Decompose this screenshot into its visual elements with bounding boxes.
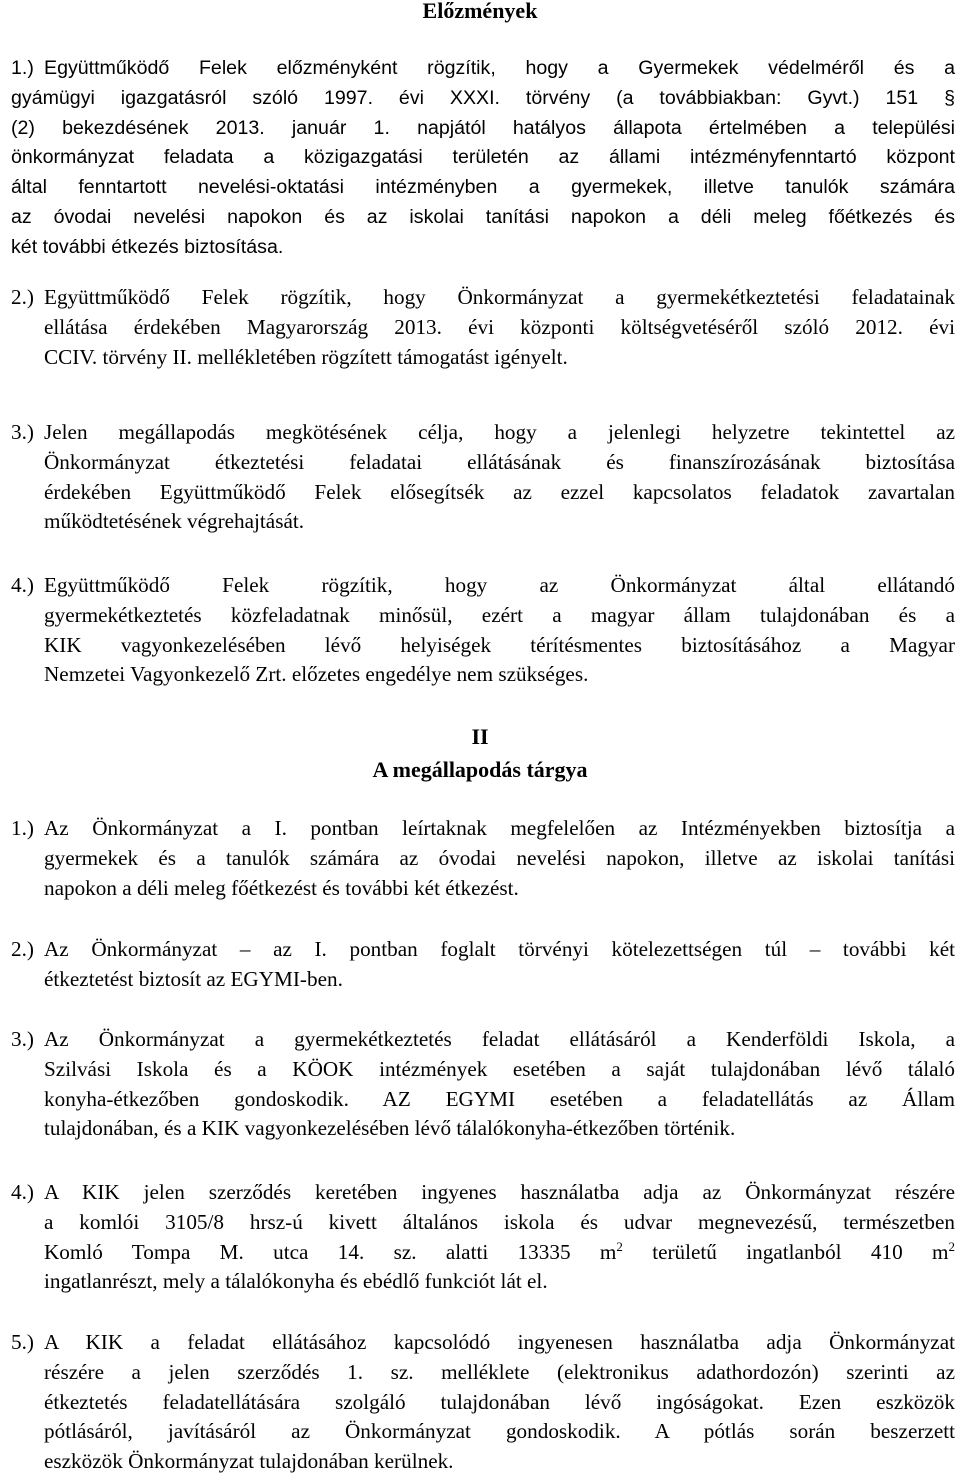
paragraph-line: 2.) Együttműködő Felek rögzítik, hogy Önkormányzat a gyermekétkeztetési feladatainak (11, 283, 955, 313)
elozmenyek-paragraph-2 (11, 283, 955, 372)
section-heading-numeral: II (471, 724, 489, 749)
paragraph-line: étkeztetést biztosít az EGYMI-ben. (44, 966, 343, 991)
paragraph-line: Komló Tompa M. utca 14. sz. alatti 13335 $m^2$ területű ingatlanból 410 $m^2$ (44, 1238, 955, 1264)
paragraph-number: 3.) (11, 1027, 34, 1051)
paragraph-line: 3.) Az Önkormányzat a gyermekétkeztetés feladat ellátásáról a Kenderföldi Iskola, a (11, 1025, 955, 1055)
paragraph-line: 5.) A KIK a feladat ellátásához kapcsolódó ingyenesen használatba adja Önkormányzat (11, 1328, 955, 1358)
paragraph-line: 4.) Együttműködő Felek rögzítik, hogy az Önkormányzat által ellátandó (11, 571, 955, 601)
paragraph-line: 1.) Az Önkormányzat a I. pontban leírtaknak megfelelően az Intézményekben biztosítja a (11, 814, 955, 844)
targy-paragraph-3 (11, 1025, 955, 1144)
paragraph-line: 4.) A KIK jelen szerződés keretében ingyenes használatba adja az Önkormányzat részére (11, 1178, 955, 1208)
paragraph-line: részére a jelen szerződés 1. sz. melléklete (elektronikus adathordozón) szerinti az (44, 1359, 955, 1384)
paragraph-line: érdekében Együttműködő Felek elősegítsék az ezzel kapcsolatos feladatok zavartalan (44, 479, 955, 504)
paragraph-number: 4.) (11, 573, 34, 597)
paragraph-number: 5.) (11, 1330, 34, 1354)
paragraph-line: gyermekek és a tanulók számára az óvodai nevelési napokon, illetve az iskolai tanítási (44, 845, 955, 870)
targy-paragraph-5 (11, 1328, 955, 1477)
paragraph-line: két további étkezés biztosítása. (11, 235, 284, 258)
paragraph-number: 2.) (11, 937, 34, 961)
paragraph-line: gyámügyi igazgatásról szóló 1997. évi XXXI. törvény (a továbbiakban: Gyvt.) 151 § (11, 86, 955, 109)
paragraph-line: 1.) Együttműködő Felek előzményként rögzítik, hogy a Gyermekek védelméről és a (11, 54, 955, 84)
section-heading-elozmenyek: Előzmények (422, 0, 538, 23)
targy-paragraph-1 (11, 814, 955, 903)
paragraph-line: Szilvási Iskola és a KÖOK intézmények esetében a saját tulajdonában lévő tálaló (44, 1056, 955, 1081)
paragraph-line: (2) bekezdésének 2013. január 1. napjától hatályos állapota értelmében a települési (11, 116, 955, 139)
paragraph-line: 2.) Az Önkormányzat – az I. pontban foglalt törvényi kötelezettségen túl – további két (11, 935, 955, 965)
paragraph-line: 3.) Jelen megállapodás megkötésének célja, hogy a jelenlegi helyzetre tekintettel az (11, 418, 955, 448)
targy-paragraph-4 (11, 1178, 955, 1297)
paragraph-line: ingatlanrészt, mely a tálalókonyha és ebédlő funkciót lát el. (44, 1269, 548, 1294)
paragraph-line: ellátása érdekében Magyarország 2013. évi központi költségvetéséről szóló 2012. évi (44, 314, 955, 339)
paragraph-line: tulajdonában, és a KIK vagyonkezelésében lévő tálalókonyha-étkezőben történik. (44, 1116, 736, 1141)
elozmenyek-paragraph-3 (11, 418, 955, 537)
paragraph-line: önkormányzat feladata a közigazgatási területén az állami intézményfenntartó központ (11, 146, 955, 169)
paragraph-number: 4.) (11, 1180, 34, 1204)
section-heading-title: A megállapodás tárgya (372, 757, 588, 782)
paragraph-line: a komlói 3105/8 hrsz-ú kivett általános iskola és udvar megnevezésű, természetben (44, 1209, 955, 1234)
paragraph-line: étkeztetés feladatellátására szolgáló tulajdonában lévő ingóságokat. Ezen eszközök (44, 1389, 955, 1414)
paragraph-line: által fenntartott nevelési-oktatási intézményben a gyermekek, illetve tanulók számára (11, 176, 955, 199)
paragraph-number: 1.) (11, 816, 34, 840)
paragraph-line: működtetésének végrehajtását. (44, 509, 305, 534)
paragraph-number: 1.) (11, 57, 34, 79)
paragraph-line: gyermekétkeztetés közfeladatnak minősül, ezért a magyar állam tulajdonában és a (44, 602, 955, 627)
paragraph-number: 3.) (11, 420, 34, 444)
targy-paragraph-2 (11, 935, 955, 995)
paragraph-line: konyha-étkezőben gondoskodik. AZ EGYMI esetében a feladatellátás az Állam (44, 1086, 955, 1111)
paragraph-line: az óvodai nevelési napokon és az iskolai tanítási napokon a déli meleg főétkezés és (11, 205, 955, 228)
paragraph-line: CCIV. törvény II. mellékletében rögzített támogatást igényelt. (44, 344, 568, 369)
superscript: 2 (948, 1238, 955, 1254)
paragraph-number: 2.) (11, 285, 34, 309)
paragraph-line: napokon a déli meleg főétkezést és további két étkezést. (44, 875, 519, 900)
paragraph-line: Önkormányzat étkeztetési feladatai ellátásának és finanszírozásának biztosítása (44, 449, 955, 474)
paragraph-line: Nemzetei Vagyonkezelő Zrt. előzetes engedélye nem szükséges. (44, 662, 589, 687)
paragraph-line: KIK vagyonkezelésében lévő helyiségek térítésmentes biztosításához a Magyar (44, 632, 955, 657)
paragraph-line: eszközök Önkormányzat tulajdonában kerülnek. (44, 1449, 454, 1474)
elozmenyek-paragraph-1 (11, 54, 955, 263)
superscript: 2 (616, 1238, 623, 1254)
paragraph-line: pótlásáról, javításáról az Önkormányzat gondoskodik. A pótlás során beszerzett (44, 1419, 955, 1444)
elozmenyek-paragraph-4 (11, 571, 955, 690)
